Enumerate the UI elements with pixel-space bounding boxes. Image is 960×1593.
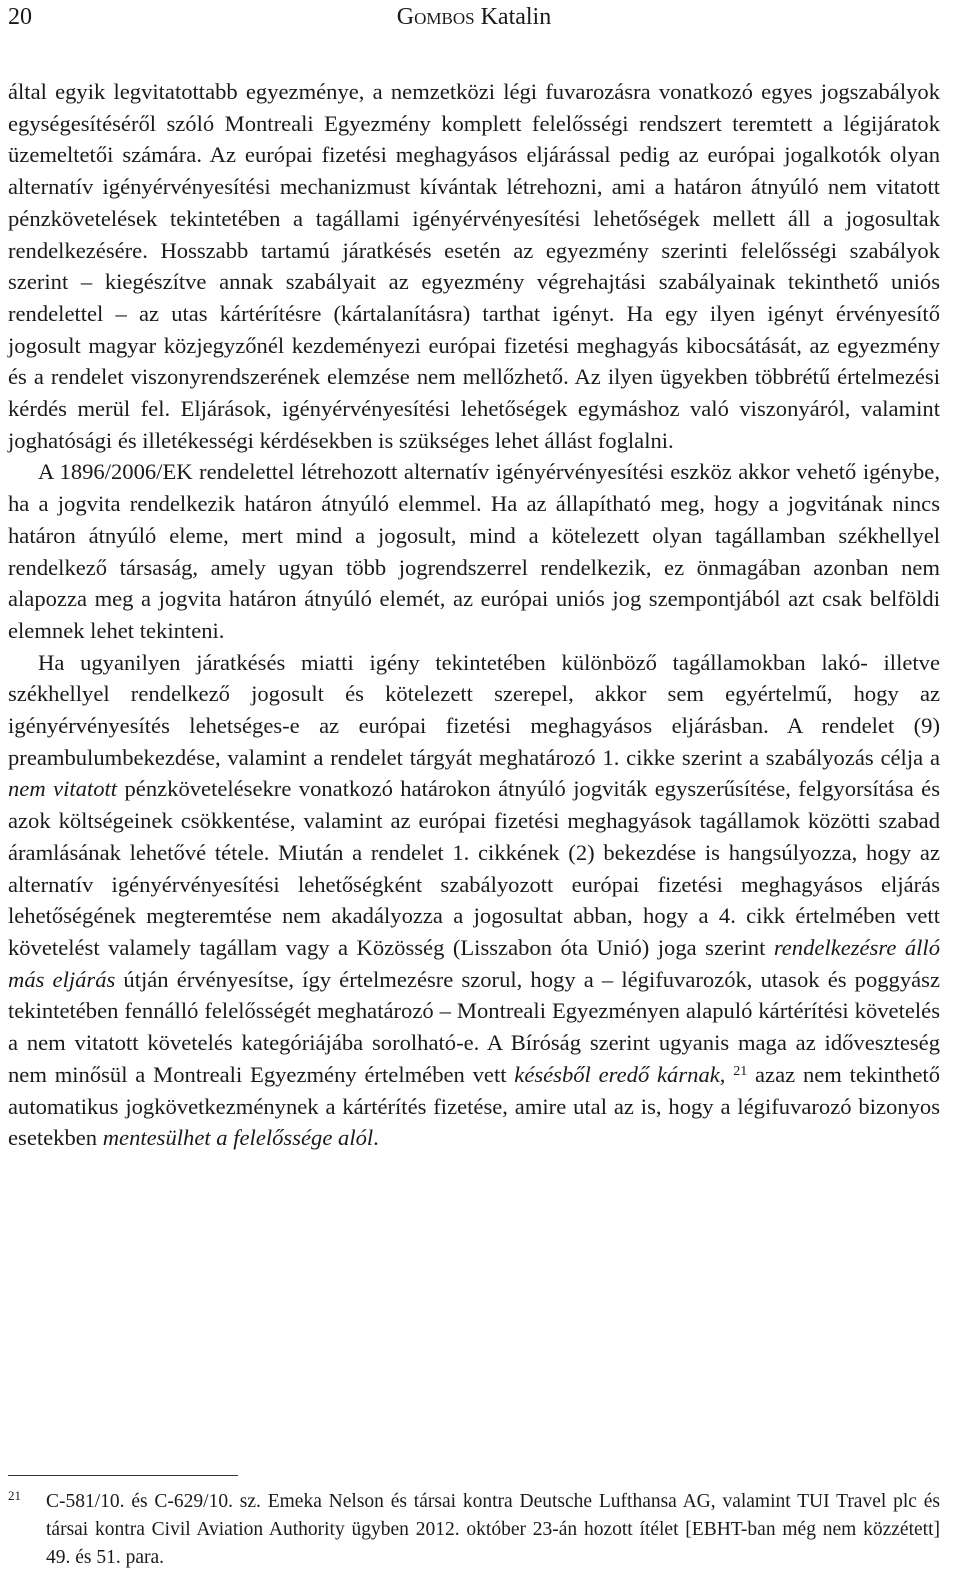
author-surname: Gombos — [396, 4, 475, 30]
footnote — [8, 1488, 940, 1572]
paragraph-3-text-c: útján érvényesítse, így értelmezésre szorul, hogy a – légifuvarozók, utasok és poggyász tekintetében fennálló felelősségét meghatározó – Montreali Egyezményen alapuló kártérítési követelés a nem vitatott követelés kategóriájába sorolható-e. A Bíróság szerint ugyanis maga az időveszteség nem minősül a Montreali Egyezmény értelmében vett — [8, 966, 940, 1087]
emphasis-mentesulhet: mentesülhet a felelőssége alól — [102, 1125, 374, 1151]
paragraph-3-text-b: pénzkövetelésekre vonatkozó határokon átnyúló jogviták egyszerűsítése, felgyorsítása és azok költségeinek csökkentése, valamint az európai fizetési meghagyások tagállamok közötti szabad áramlásának lehetővé tétele. Miután a rendelet 1. cikkének (2) bekezdése is hangsúlyozza, hogy az alternatív igényérvényesítési lehetőségként szabályozott európai fizetési meghagyásos eljárás lehetőségének megteremtése nem akadályozza a jogosultat abban, hogy a 4. cikk értelmében vett követelést valamely tagállam vagy a Közösség (Lisszabon óta Unió) joga szerint — [8, 776, 940, 960]
emphasis-mas-eljaras: rendelkezésre álló más eljárás — [8, 934, 940, 992]
paragraph-1-text: által egyik legvitatottabb egyezménye, a nemzetközi légi fuvarozásra vonatkozó egyes jogszabályok egységesítéséről szóló Montreali Egyezmény komplett felelősségi rendszert teremtett a légijáratok üzemeltetői számára. Az európai fizetési meghagyásos eljárással pedig az európai jogalkotók olyan alternatív igényérvényesítési mechanizmust kívántak létrehozni, ami a határon átnyúló nem vitatott pénzkövetelések tekintetében a tagállami igényérvényesítési lehetőségek mellett áll a jogosultak rendelkezésére. Hosszabb tartamú járatkésés esetén az egyezmény szerinti felelősségi szabályok szerint – kiegészítve annak szabályait az egyezmény végrehajtási szabályainak tekinthető uniós rendelettel – az utas kártérítésre (kártalanításra) tarthat igényt. Ha egy ilyen igényt érvényesítő jogosult magyar közjegyzőnél kezdeményezi európai fizetési meghagyás kibocsátását, az egyezmény és a rendelet viszonyrendszerének elemzése nem mellőzhető. Az ilyen ügyekben többrétű értelmezési kérdés merül fel. Eljárások, igényérvényesítési lehetőségek egymáshoz való viszonyáról, valamint joghatósági és illetékességi kérdésekben is szükséges lehet állást foglalni. — [8, 79, 940, 453]
paragraph-3-text-e: . — [373, 1125, 379, 1151]
footnote-divider — [8, 1475, 238, 1476]
running-head-author — [8, 0, 940, 34]
page-header — [8, 0, 940, 34]
emphasis-nem-vitatott: nem vitatott — [8, 776, 118, 802]
paragraph-2 — [8, 456, 940, 646]
paragraph-1 — [8, 76, 940, 456]
footnote-reference[interactable]: 21 — [733, 1063, 748, 1079]
paragraph-3 — [8, 647, 940, 1154]
paragraph-3-text-d: azaz nem tekinthető automatikus jogkövetkezménynek a kártérítés fizetése, amire utal az is, hogy a légifuvarozó bizonyos esetekben — [8, 1061, 940, 1151]
body-text — [8, 76, 940, 1154]
footnote-text: C-581/10. és C-629/10. sz. Emeka Nelson és társai kontra Deutsche Lufthansa AG, valamint TUI Travel plc és társai kontra Civil Aviation Authority ügyben 2012. október 23-án hozott ítélet [EBHT-ban még nem közzétett] 49. és 51. para. — [46, 1491, 940, 1568]
paragraph-2-text: A 1896/2006/EK rendelettel létrehozott alternatív igényérvényesítési eszköz akkor vehető igénybe, ha a jogvita rendelkezik határon átnyúló elemmel. Ha az állapítható meg, hogy a jogvitának nincs határon átnyúló eleme, mert mind a jogosult, mind a kötelezett olyan tagállamban székhellyel rendelkező társaság, amely ugyan több jogrendszerrel rendelkezik, ez önmagában azonban nem alapozza meg a jogvita határon átnyúló elemét, az európai uniós jog szempontjából azt csak belföldi elemnek lehet tekinteni. — [8, 459, 940, 643]
author-given-name: Katalin — [480, 4, 552, 30]
paragraph-3-text-a: Ha ugyanilyen járatkésés miatti igény tekintetében különböző tagállamokban lakó- illetve székhellyel rendelkező jogosult és kötelezett szerepel, akkor sem egyértelmű, hogy az igényérvényesítés lehetséges-e az európai fizetési meghagyásos eljárásban. A rendelet (9) preambulumbekezdése, valamint a rendelet tárgyát meghatározó 1. cikke szerint a szabályozás célja a — [8, 649, 940, 770]
page-number: 20 — [8, 4, 32, 30]
footnote-number: 21 — [8, 1488, 21, 1503]
emphasis-kesesbol-eredo-kar: késésből eredő kárnak, — [514, 1061, 726, 1087]
